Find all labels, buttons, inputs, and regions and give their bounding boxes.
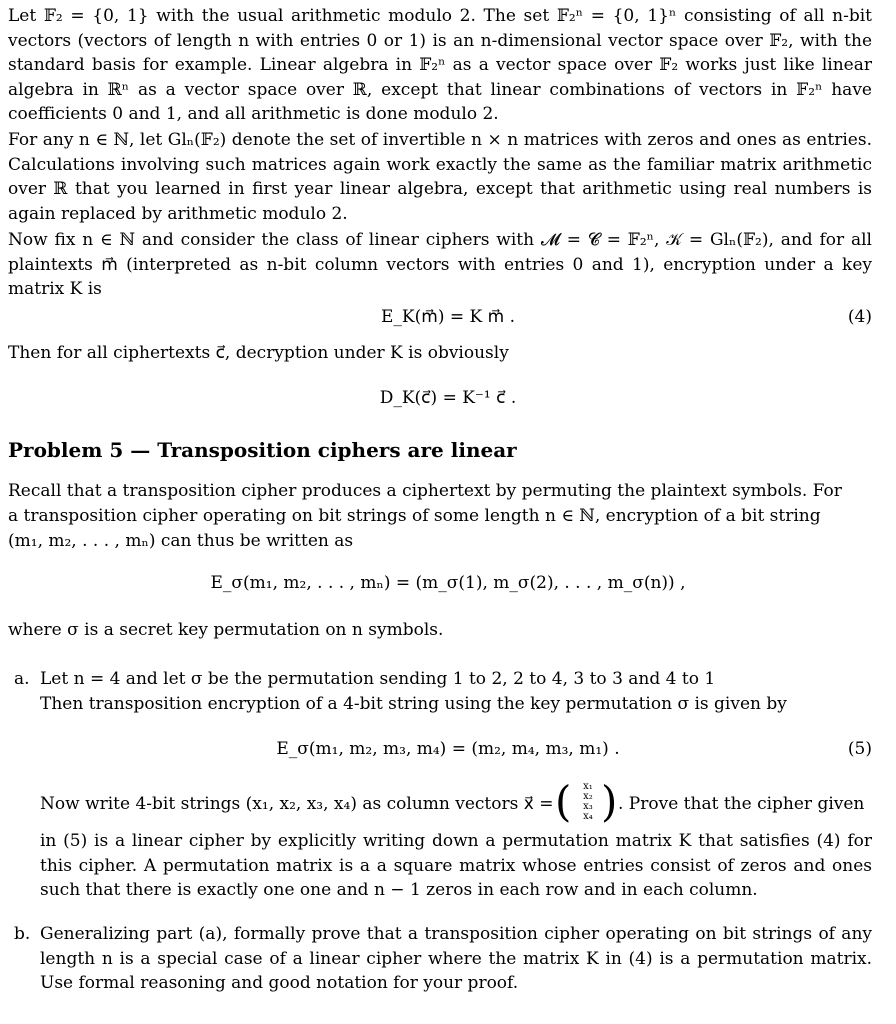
vector-entry: x₁ (583, 781, 593, 792)
equation-5: E_σ(m₁, m₂, m₃, m₄) = (m₂, m₄, m₃, m₁) . (276, 739, 620, 759)
column-vector-line (40, 778, 872, 830)
vector-entry: x₄ (583, 811, 593, 822)
intro-paragraph-1: Let 𝔽₂ = {0, 1} with the usual arithmetic modulo 2. The set 𝔽₂ⁿ = {0, 1}ⁿ consisting of all n-bit vectors (vectors of length n with entries 0 or 1) is an n-dimensional vector space over 𝔽₂, with the standard basis for example. Linear algebra in 𝔽₂ⁿ as a vector space over 𝔽₂ works just like linear algebra in ℝⁿ as a vector space over ℝ, except that linear combinations of vectors in 𝔽₂ⁿ have coefficients 0 and 1, and all arithmetic is done modulo 2. (8, 6, 872, 124)
part-a-line-2: Then transposition encryption of a 4-bit string using the key permutation σ is given by (40, 694, 787, 714)
right-paren: ) (601, 777, 618, 826)
column-vector-prefix: Now write 4-bit strings (x₁, x₂, x₃, x₄) as column vectors x⃗ = (40, 794, 554, 814)
equation-4-number: (4) (847, 307, 872, 327)
part-a-line-1: Let n = 4 and let σ be the permutation sending 1 to 2, 2 to 4, 3 to 3 and 4 to 1 (40, 669, 716, 689)
encryption-equation: E_σ(m₁, m₂, . . . , mₙ) = (m_σ(1), m_σ(2), . . . , m_σ(n)) , (210, 573, 686, 593)
equation-4: E_K(m⃗) = K m⃗ . (381, 307, 515, 327)
part-b-label: b. (14, 924, 31, 944)
intro-paragraph-2: For any n ∈ ℕ, let Glₙ(𝔽₂) denote the set of invertible n × n matrices with zeros and ones as entries. Calculations involving such matrices again work exactly the same as the familiar matrix arithmetic over ℝ that you learned in first year linear algebra, except that arithmetic using real numbers is again replaced by arithmetic modulo 2. (8, 130, 872, 224)
problem-title: Problem 5 — Transposition ciphers are linear (8, 438, 517, 462)
left-paren: ( (555, 777, 572, 826)
vector-entry: x₂ (583, 791, 593, 802)
intro-paragraph-3: Now fix n ∈ ℕ and consider the class of linear ciphers with 𝓜 = 𝓒 = 𝔽₂ⁿ, 𝒦 = Glₙ(𝔽₂), and for all plaintexts m⃗ (interpreted as n-bit column vectors with entries 0 and 1), encryption under a key matrix K is (8, 230, 872, 299)
decryption-equation: D_K(c⃗) = K⁻¹ c⃗ . (379, 388, 517, 408)
column-vector-entries (577, 782, 599, 822)
problem-line-3: (m₁, m₂, . . . , mₙ) can thus be written as (8, 531, 354, 551)
part-a-body: in (5) is a linear cipher by explicitly writing down a permutation matrix K that satisfies (4) for this cipher. A permutation matrix is a a square matrix whose entries consist of zeros and ones such that there is exactly one one and n − 1 zeros in each row and in each column. (40, 831, 872, 900)
problem-key-sentence: where σ is a secret key permutation on n symbols. (8, 620, 444, 640)
equation-5-number: (5) (847, 739, 872, 759)
part-b-body: Generalizing part (a), formally prove that a transposition cipher operating on bit strings of any length n is a special case of a linear cipher where the matrix K in (4) is a permutation matrix. Use formal reasoning and good notation for your proof. (40, 924, 872, 993)
decryption-intro: Then for all ciphertexts c⃗, decryption under K is obviously (8, 343, 509, 363)
problem-line-2: a transposition cipher operating on bit strings of some length n ∈ ℕ, encryption of a bit string (8, 506, 821, 526)
column-vector-suffix: . Prove that the cipher given (618, 794, 865, 814)
problem-line-1: Recall that a transposition cipher produces a ciphertext by permuting the plaintext symbols. For (8, 481, 842, 501)
vector-entry: x₃ (583, 801, 593, 812)
part-a-label: a. (14, 669, 30, 689)
